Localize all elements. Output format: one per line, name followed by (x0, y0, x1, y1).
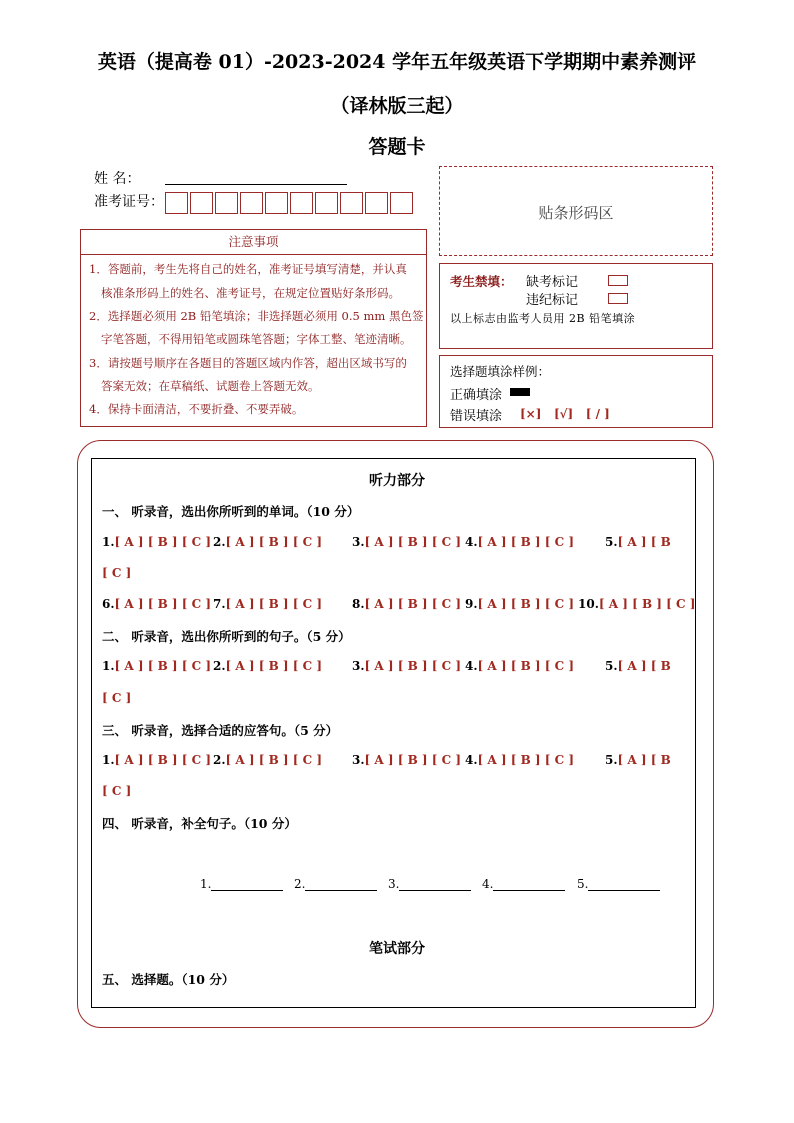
question-5[interactable] (605, 659, 671, 673)
forbidden-box (439, 263, 713, 349)
question-2[interactable] (213, 753, 322, 767)
answer-options[interactable]: [ A ] [ B ] [ C ] (114, 597, 212, 611)
notice-line: 4．保持卡面清洁，不要折叠、不要弄破。 (89, 402, 304, 416)
question-1[interactable] (102, 535, 211, 549)
answer-option-c[interactable]: [ C ] (102, 784, 132, 798)
question-3[interactable] (352, 659, 461, 673)
answer-options[interactable]: [ A ] [ B ] [ C ] (477, 535, 575, 549)
answer-options[interactable]: [ A ] [ B ] [ C ] (364, 659, 462, 673)
question-number: 4. (465, 535, 478, 549)
answer-options[interactable]: [ A ] [ B ] [ C ] (225, 597, 323, 611)
id-box[interactable] (340, 192, 363, 214)
question-number: 6. (102, 597, 115, 611)
question-number: 5. (605, 753, 618, 767)
blank-4[interactable] (482, 877, 565, 891)
wrong-marks-sample: [×] [√] [ / ] (520, 407, 610, 421)
question-number: 2. (213, 753, 226, 767)
id-box[interactable] (265, 192, 288, 214)
notice-line: 2．选择题必须用 2B 铅笔填涂；非选择题必须用 0.5 mm 黑色签 (89, 309, 424, 323)
question-number: 8. (352, 597, 365, 611)
name-label: 姓 名： (94, 171, 141, 187)
question-number: 1. (102, 535, 115, 549)
answer-options[interactable]: [ A ] [ B (617, 753, 671, 767)
filled-mark-sample (510, 388, 530, 396)
absent-mark-box[interactable] (608, 275, 628, 286)
blank-number: 5. (577, 877, 589, 891)
question-number: 2. (213, 659, 226, 673)
section-5-title: 五、 选择题。（10 分） (102, 972, 235, 987)
blank-1[interactable] (200, 877, 283, 891)
question-5[interactable] (605, 535, 671, 549)
question-3[interactable] (352, 753, 461, 767)
wrong-label: 错误填涂 (450, 409, 503, 424)
answer-card-title: 答题卡 (368, 136, 426, 158)
notice-line: 核准条形码上的姓名、准考证号，在规定位置贴好条形码。 (101, 286, 400, 300)
forbidden-label: 考生禁填： (450, 274, 513, 289)
question-number: 2. (213, 535, 226, 549)
answer-options[interactable]: [ A ] [ B ] [ C ] (225, 535, 323, 549)
writing-title: 笔试部分 (369, 941, 425, 957)
absent-label: 缺考标记 (526, 275, 579, 290)
question-4[interactable] (465, 753, 574, 767)
barcode-label: 贴条形码区 (538, 204, 614, 222)
question-number: 7. (213, 597, 226, 611)
answer-options[interactable]: [ A ] [ B ] [ C ] (114, 535, 212, 549)
answer-options[interactable]: [ A ] [ B ] [ C ] (598, 597, 696, 611)
page-subtitle: （译林版三起） (330, 95, 464, 117)
id-label: 准考证号： (94, 194, 164, 210)
answer-options[interactable]: [ A ] [ B ] [ C ] (364, 597, 462, 611)
question-2[interactable] (213, 659, 322, 673)
sample-box (439, 355, 713, 428)
question-5-wrap[interactable] (102, 566, 131, 580)
answer-option-c[interactable]: [ C ] (102, 566, 132, 580)
notice-line: 字笔答题，不得用铅笔或圆珠笔答题；字体工整、笔迹清晰。 (101, 332, 412, 346)
violation-mark-box[interactable] (608, 293, 628, 304)
question-4[interactable] (465, 535, 574, 549)
listening-title: 听力部分 (369, 473, 425, 489)
question-5-wrap[interactable] (102, 691, 131, 705)
blank-2[interactable] (294, 877, 377, 891)
answer-options[interactable]: [ A ] [ B ] [ C ] (225, 659, 323, 673)
correct-label: 正确填涂 (450, 388, 503, 403)
answer-options[interactable]: [ A ] [ B ] [ C ] (364, 535, 462, 549)
id-box[interactable] (215, 192, 238, 214)
blank-number: 2. (294, 877, 306, 891)
question-3[interactable] (352, 535, 461, 549)
blank-number: 1. (200, 877, 212, 891)
id-box[interactable] (240, 192, 263, 214)
blank-3[interactable] (388, 877, 471, 891)
question-number: 4. (465, 659, 478, 673)
section-2-title: 二、 听录音，选出你所听到的句子。（5 分） (102, 629, 351, 644)
question-number: 3. (352, 753, 365, 767)
question-number: 3. (352, 535, 365, 549)
question-number: 1. (102, 659, 115, 673)
question-4[interactable] (465, 659, 574, 673)
question-number: 3. (352, 659, 365, 673)
question-number: 9. (465, 597, 478, 611)
barcode-area (439, 166, 713, 256)
answer-options[interactable]: [ A ] [ B ] [ C ] (477, 753, 575, 767)
id-boxes[interactable] (165, 192, 415, 214)
question-10[interactable] (578, 597, 695, 611)
question-number: 5. (605, 659, 618, 673)
name-field[interactable] (165, 184, 347, 185)
question-1[interactable] (102, 753, 211, 767)
question-5-wrap[interactable] (102, 784, 131, 798)
answer-options[interactable]: [ A ] [ B ] [ C ] (114, 753, 212, 767)
question-6[interactable] (102, 597, 211, 611)
blank-5[interactable] (577, 877, 660, 891)
answer-options[interactable]: [ A ] [ B (617, 659, 671, 673)
id-box[interactable] (365, 192, 388, 214)
section-3-title: 三、 听录音，选择合适的应答句。（5 分） (102, 723, 339, 738)
notice-line: 3．请按题号顺序在各题目的答题区域内作答，超出区域书写的 (89, 356, 407, 370)
question-number: 4. (465, 753, 478, 767)
answer-options[interactable]: [ A ] [ B ] [ C ] (364, 753, 462, 767)
question-number: 10. (578, 597, 599, 611)
question-1[interactable] (102, 659, 211, 673)
id-box[interactable] (290, 192, 313, 214)
answer-options[interactable]: [ A ] [ B ] [ C ] (477, 597, 575, 611)
answer-options[interactable]: [ A ] [ B (617, 535, 671, 549)
blank-number: 4. (482, 877, 494, 891)
question-5[interactable] (605, 753, 671, 767)
question-9[interactable] (465, 597, 574, 611)
id-box[interactable] (190, 192, 213, 214)
question-8[interactable] (352, 597, 461, 611)
sample-title: 选择题填涂样例： (450, 364, 551, 379)
question-number: 1. (102, 753, 115, 767)
question-2[interactable] (213, 535, 322, 549)
forbidden-note: 以上标志由监考人员用 2B 铅笔填涂 (450, 312, 636, 325)
notice-line: 1．答题前，考生先将自己的姓名，准考证号填写清楚，并认真 (89, 262, 407, 276)
page-title: 英语（提高卷 01）-2023-2024 学年五年级英语下学期期中素养测评 (97, 51, 697, 73)
id-box[interactable] (315, 192, 338, 214)
blank-number: 3. (388, 877, 400, 891)
answer-options[interactable]: [ A ] [ B ] [ C ] (225, 753, 323, 767)
section-1-title: 一、 听录音，选出你所听到的单词。（10 分） (102, 504, 360, 519)
notice-box (80, 229, 427, 427)
answer-options[interactable]: [ A ] [ B ] [ C ] (477, 659, 575, 673)
id-box[interactable] (165, 192, 188, 214)
notice-title: 注意事项 (81, 230, 426, 255)
section-4-title: 四、 听录音，补全句子。（10 分） (102, 816, 297, 831)
notice-line: 答案无效；在草稿纸、试题卷上答题无效。 (101, 379, 320, 393)
question-number: 5. (605, 535, 618, 549)
id-box[interactable] (390, 192, 413, 214)
violation-label: 违纪标记 (526, 293, 579, 308)
answer-options[interactable]: [ A ] [ B ] [ C ] (114, 659, 212, 673)
question-7[interactable] (213, 597, 322, 611)
answer-option-c[interactable]: [ C ] (102, 691, 132, 705)
